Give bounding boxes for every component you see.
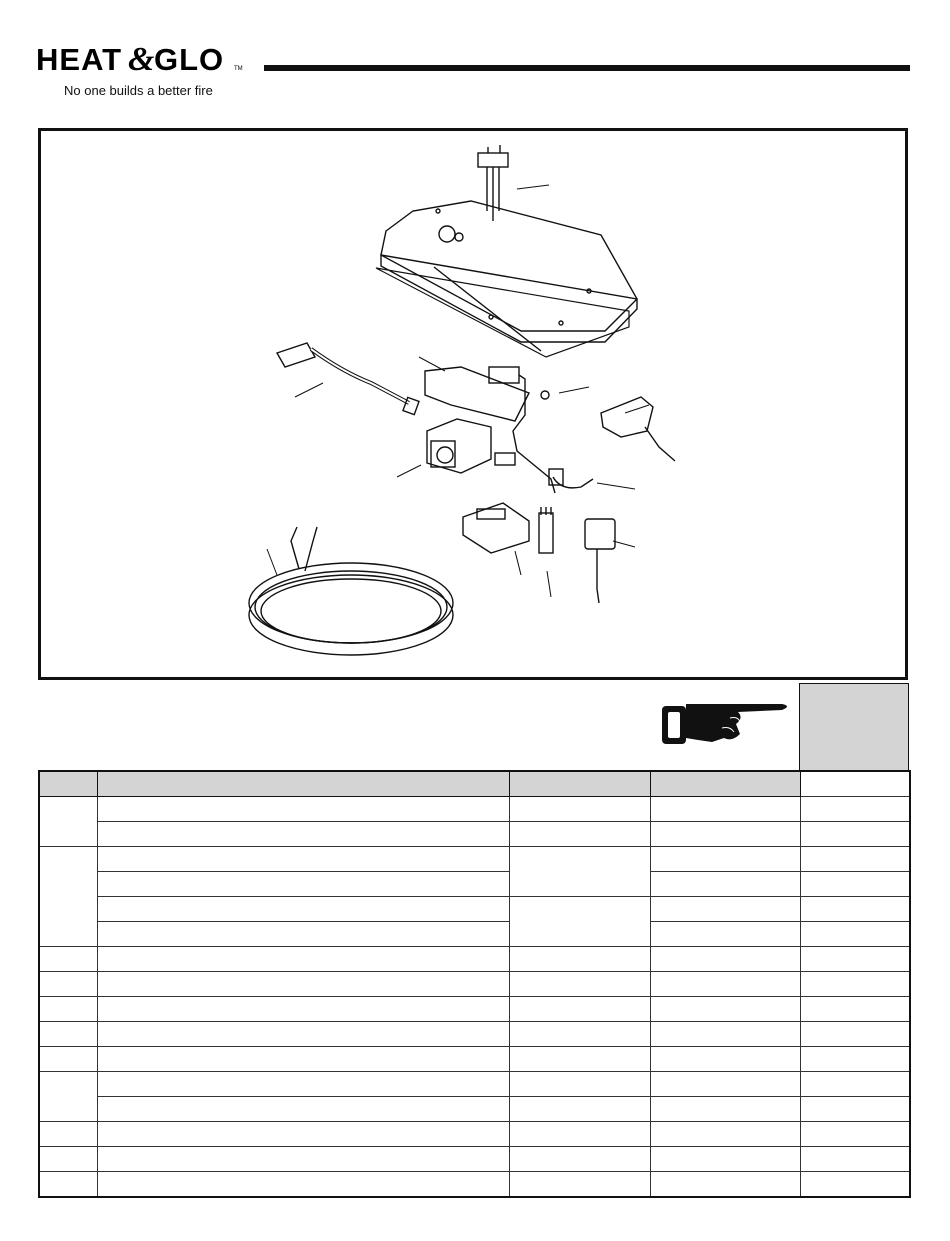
connector bbox=[539, 507, 553, 553]
table-header-row bbox=[39, 771, 910, 797]
table-cell bbox=[650, 922, 800, 947]
remote-receiver bbox=[585, 519, 615, 603]
table-cell bbox=[800, 1147, 910, 1172]
table-cell bbox=[509, 897, 650, 947]
table-cell bbox=[97, 897, 509, 922]
pilot-tube bbox=[553, 477, 593, 488]
table-row bbox=[39, 1172, 910, 1198]
table-row bbox=[39, 872, 910, 897]
table-row bbox=[39, 972, 910, 997]
table-cell bbox=[97, 947, 509, 972]
gas-valve bbox=[427, 419, 515, 473]
table-cell bbox=[39, 947, 97, 972]
header-cell bbox=[97, 771, 509, 797]
table-cell bbox=[509, 947, 650, 972]
table-cell bbox=[800, 947, 910, 972]
table-row bbox=[39, 1047, 910, 1072]
table-cell bbox=[800, 972, 910, 997]
table-cell bbox=[97, 972, 509, 997]
wire-harness-coil bbox=[249, 527, 453, 655]
table-row bbox=[39, 847, 910, 872]
table-cell bbox=[800, 997, 910, 1022]
table-row bbox=[39, 1022, 910, 1047]
table-cell bbox=[650, 1122, 800, 1147]
table-cell bbox=[97, 1172, 509, 1198]
table-cell bbox=[800, 1022, 910, 1047]
fitting bbox=[541, 391, 549, 399]
table-cell bbox=[800, 847, 910, 872]
table-cell bbox=[800, 1097, 910, 1122]
table-cell bbox=[97, 922, 509, 947]
svg-text:GLO: GLO bbox=[154, 42, 225, 76]
svg-text:TM: TM bbox=[234, 66, 243, 72]
header-cell bbox=[800, 771, 910, 797]
table-row bbox=[39, 1097, 910, 1122]
header-rule bbox=[264, 65, 910, 71]
valve-bracket bbox=[425, 367, 555, 493]
table-cell bbox=[97, 847, 509, 872]
header-cell bbox=[39, 771, 97, 797]
table-row bbox=[39, 1147, 910, 1172]
table-cell bbox=[39, 1072, 97, 1122]
table-cell bbox=[39, 1047, 97, 1072]
table-cell bbox=[650, 1022, 800, 1047]
table-cell bbox=[800, 897, 910, 922]
svg-text:&: & bbox=[128, 41, 156, 76]
header-cell bbox=[650, 771, 800, 797]
table-cell bbox=[97, 1047, 509, 1072]
table-cell bbox=[650, 1172, 800, 1198]
table-row bbox=[39, 947, 910, 972]
table-cell bbox=[650, 947, 800, 972]
table-cell bbox=[39, 997, 97, 1022]
table-cell bbox=[97, 1022, 509, 1047]
table-row bbox=[39, 822, 910, 847]
table-cell bbox=[509, 1147, 650, 1172]
parts-table bbox=[38, 770, 911, 1198]
table-cell bbox=[97, 797, 509, 822]
table-cell bbox=[800, 1122, 910, 1147]
table-cell bbox=[800, 1172, 910, 1198]
table-cell bbox=[800, 922, 910, 947]
table-cell bbox=[97, 997, 509, 1022]
battery-holder bbox=[601, 397, 675, 461]
brand-tagline: No one builds a better fire bbox=[64, 83, 213, 98]
table-cell bbox=[650, 797, 800, 822]
table-cell bbox=[97, 1147, 509, 1172]
table-cell bbox=[509, 822, 650, 847]
svg-text:HEAT: HEAT bbox=[36, 42, 123, 76]
table-cell bbox=[509, 1097, 650, 1122]
table-cell bbox=[650, 822, 800, 847]
table-cell bbox=[800, 872, 910, 897]
table-cell bbox=[97, 1097, 509, 1122]
table-cell bbox=[39, 1022, 97, 1047]
table-cell bbox=[650, 997, 800, 1022]
table-row bbox=[39, 1072, 910, 1097]
heat-and-glo-logo bbox=[36, 36, 246, 76]
header-cell bbox=[509, 771, 650, 797]
table-cell bbox=[39, 1147, 97, 1172]
table-cell bbox=[509, 997, 650, 1022]
table-cell bbox=[39, 797, 97, 847]
pointing-hand-icon bbox=[658, 690, 794, 752]
table-row bbox=[39, 1122, 910, 1147]
table-cell bbox=[650, 1072, 800, 1097]
table-cell bbox=[509, 1172, 650, 1198]
table-cell bbox=[650, 972, 800, 997]
table-cell bbox=[97, 822, 509, 847]
table-cell bbox=[39, 972, 97, 997]
table-cell bbox=[97, 1122, 509, 1147]
table-cell bbox=[650, 897, 800, 922]
leader-lines bbox=[267, 185, 649, 597]
table-cell bbox=[800, 797, 910, 822]
table-cell bbox=[39, 847, 97, 947]
table-cell bbox=[509, 1047, 650, 1072]
table-cell bbox=[800, 1047, 910, 1072]
table-cell bbox=[97, 1072, 509, 1097]
table-cell bbox=[39, 1122, 97, 1147]
table-cell bbox=[509, 1022, 650, 1047]
table-cell bbox=[650, 1147, 800, 1172]
table-row bbox=[39, 797, 910, 822]
flex-gas-line bbox=[277, 343, 419, 415]
table-row bbox=[39, 997, 910, 1022]
burner-plate bbox=[376, 201, 637, 357]
table-cell bbox=[97, 872, 509, 897]
table-cell bbox=[509, 1072, 650, 1097]
table-cell bbox=[509, 972, 650, 997]
exploded-parts-diagram bbox=[38, 128, 908, 680]
ignition-module bbox=[463, 503, 529, 553]
table-cell bbox=[509, 1122, 650, 1147]
table-cell bbox=[509, 847, 650, 897]
table-row bbox=[39, 897, 910, 922]
table-cell bbox=[650, 872, 800, 897]
table-cell bbox=[650, 1047, 800, 1072]
table-cell bbox=[39, 1172, 97, 1198]
table-cell bbox=[800, 822, 910, 847]
table-row bbox=[39, 922, 910, 947]
table-cell bbox=[650, 847, 800, 872]
table-cell bbox=[650, 1097, 800, 1122]
parts-illustration bbox=[41, 131, 905, 677]
table-cell bbox=[509, 797, 650, 822]
table-cell bbox=[800, 1072, 910, 1097]
